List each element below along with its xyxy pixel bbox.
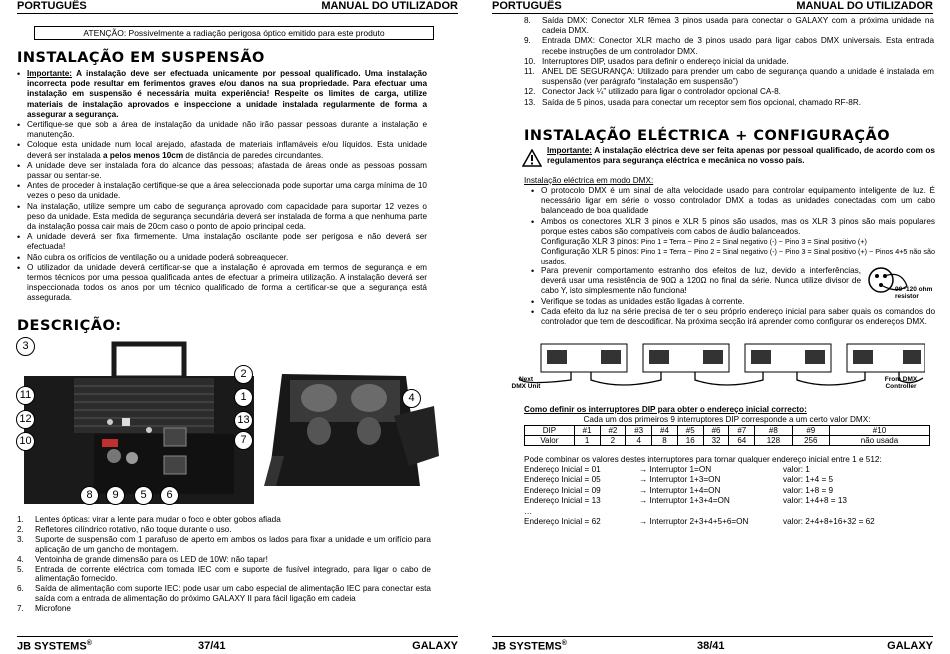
description-item: 5. Entrada de corrente eléctrica com tomada IEC com e suporte de fusível integrado, para ligar o cabo de alimentação fornecido. (17, 564, 431, 584)
page-header (492, 1, 933, 14)
example-addr: … (524, 506, 533, 516)
dip-heading: Como definir os interruptores DIP para obter o endereço inicial correcto: (524, 405, 807, 414)
dip-switch-block (102, 439, 118, 447)
dip-table-cell: DIP (525, 426, 575, 436)
power-out-socket (164, 456, 186, 474)
example-sw: → Interruptor 1+4=ON (639, 485, 721, 495)
example-val: valor: 1+4 = 5 (783, 475, 834, 485)
example-val: valor: 1+8 = 9 (783, 485, 834, 495)
dip-value-table (524, 425, 930, 446)
install-bullet: • O utilizador da unidade deverá certificar-se que a instalação é aprovada em termos de segurança e em termos técnicos por uma pessoa qualificada antes de efectuar a primeira utilização. A instalação deverá ser inspeccionada todos os anos por um técnico qualificado de forma a certificar-se que a segurança está assegurada. (17, 263, 427, 304)
dip-table-row (525, 426, 930, 436)
dip-table-cell: #3 (626, 426, 652, 436)
example-sw: → Interruptor 1=ON (639, 465, 712, 474)
dip-table-cell: #10 (829, 426, 929, 436)
callout-10: 10 (16, 432, 35, 451)
dmx-list-3 (531, 307, 935, 327)
reflector-left (307, 417, 331, 445)
install-bullet: • Não cubra os orifícios de ventilação ou a unidade poderá sobreaquecer. (17, 253, 427, 263)
callout-6: 6 (160, 486, 179, 505)
xlr5-config: Configuração XLR 5 pinos: Pino 1 = Terra ~ Pino 2 = Sinal negativo (-) ~ Pino 3 = Sinal positivo (+) ~ Pinos 4+5 não são usados. (541, 247, 936, 267)
dip-table-cell: 256 (792, 436, 829, 446)
dmx-in-connector (126, 452, 138, 464)
installation-title: INSTALAÇÃO EM SUSPENSÃO (17, 50, 265, 66)
dmx-chain-illustration (511, 340, 925, 398)
warning-triangle-icon (522, 149, 542, 167)
reflector-right (357, 417, 381, 445)
callout-3: 3 (16, 337, 35, 356)
description-title: DESCRIÇÃO: (17, 318, 122, 334)
dip-table-cell: #8 (755, 426, 792, 436)
footer-brand: JB SYSTEMS® (17, 640, 92, 653)
description-list (17, 515, 431, 614)
callout-4: 4 (402, 389, 421, 408)
callout-1: 1 (234, 388, 253, 407)
callout-9: 9 (106, 486, 125, 505)
installation-list (17, 69, 427, 304)
dmx-list-2 (531, 266, 861, 307)
dip-table-cell: 16 (677, 436, 703, 446)
microphone (146, 427, 152, 433)
header-manual: MANUAL DO UTILIZADOR (796, 0, 933, 12)
dip-table-cell: não usada (829, 436, 929, 446)
footer-page-number: 37/41 (198, 640, 226, 652)
description-item: 3. Suporte de suspensão com 1 parafuso de aperto em ambos os lados para fixar a unidade e um orifício para aplicação de um gancho de montagem. (17, 534, 431, 554)
next-unit-label: Next DMX Unit (511, 376, 541, 390)
suspension-bracket (114, 344, 184, 378)
footer-brand: JB SYSTEMS® (492, 640, 567, 653)
dmx-bullet: • Cada efeito da luz na série precisa de ter o seu próprio endereço inicial para saber quais os comandos do controlador que tem de descodificar. Na próxima secção irá aprender como configurar os endereços DMX. (531, 307, 935, 327)
description-item: 13. Saída de 5 pinos, usada para conectar um receptor sem fios opcional, chamado RF-8R. (524, 97, 862, 107)
description-item: 1. Lentes ópticas: virar a lente para mudar o foco e obter gobos afiada (17, 515, 281, 524)
dip-table-cell: #4 (652, 426, 678, 436)
electrical-title: INSTALAÇÃO ELÉCTRICA + CONFIGURAÇÃO (524, 128, 891, 144)
optical-lens-left (301, 384, 337, 412)
dmx-heading: Instalação eléctrica em modo DMX: (524, 176, 654, 185)
description-item: 8. Saída DMX: Conector XLR fêmea 3 pinos usada para conectar o GALAXY com a próxima unidade na cadeia DMX. (524, 16, 934, 36)
example-addr: Endereço Inicial = 09 (524, 485, 601, 495)
callout-2: 2 (234, 365, 253, 384)
dip-table-cell: 2 (600, 436, 626, 446)
dmx-chain-diagram (511, 340, 925, 398)
dip-table-cell: #1 (574, 426, 600, 436)
product-images (14, 336, 454, 512)
example-val: valor: 2+4+8+16+32 = 62 (783, 517, 875, 526)
page-footer (492, 636, 933, 653)
description-list-continued (524, 16, 934, 108)
dmx-bullet: • Ambos os conectores XLR 3 pinos e XLR 5 pinos são usados, mas os XLR 3 pinos são mais populares porque estes cabos são compatíveis com cabos de áudio balanceados. (531, 217, 935, 237)
header-language: PORTUGUÊS (17, 0, 87, 12)
header-language: PORTUGUÊS (492, 0, 562, 12)
callout-8: 8 (80, 486, 99, 505)
dip-caption: Cada um dos primeiros 9 interruptores DIP corresponde a um certo valor DMX: (583, 415, 871, 424)
description-item: 6. Saída de alimentação com suporte IEC: pode usar um cabo especial de alimentação IEC para conectar esta saída com a entrada de alimentação do próximo GALAXY II para fácil ligação em cadeia (17, 584, 431, 604)
description-item: 12. Conector Jack ¼” utilizado para ligar o controlador opcional CA-8. (524, 87, 781, 97)
example-sw: → Interruptor 2+3+4+5+6=ON (639, 517, 749, 526)
xlr3-config: Configuração XLR 3 pinos: Pino 1 = Terra ~ Pino 2 = Sinal negativo (-) ~ Pino 3 = Sinal positivo (+) (541, 237, 867, 247)
install-bullet: • Certifique-se que sob a área de instalação da unidade não irão passar pessoas durante a instalação e manutenção. (17, 120, 427, 140)
dip-table-cell: #7 (729, 426, 755, 436)
install-bullet: • A unidade deve ser instalada fora do alcance das pessoas; afastada de áreas onde as pessoas possam passar ou sentar-se. (17, 161, 427, 181)
dip-table-cell: 4 (626, 436, 652, 446)
example-addr: Endereço Inicial = 01 (524, 465, 601, 474)
install-bullet: • Antes de proceder à instalação certifique-se que a área seleccionada pode suportar uma carga mínima de 10 vezes o peso da unidade. (17, 181, 427, 201)
footer-page-number: 38/41 (697, 640, 725, 652)
example-addr: Endereço Inicial = 13 (524, 496, 601, 506)
optical-lens-right (351, 384, 387, 412)
example-sw: → Interruptor 1+3+4=ON (639, 496, 730, 506)
description-item: 11. ANEL DE SEGURANÇA: Utilizado para prender um cabo de segurança quando a unidade é instalada em suspensão (ver parágrafo “instalação em suspensão”) (524, 67, 934, 87)
dip-table-cell: 8 (652, 436, 678, 446)
example-addr: Endereço Inicial = 62 (524, 517, 601, 526)
callout-11: 11 (16, 386, 35, 405)
description-item: 4. Ventoinha de grande dimensão para os LED de 10W: não tapar! (17, 554, 268, 564)
dip-table-cell: #5 (677, 426, 703, 436)
callout-12: 12 (16, 410, 35, 429)
description-item: 10. Interruptores DIP, usados para definir o endereço inicial da unidade. (524, 56, 789, 66)
dip-table-cell: Valor (525, 436, 575, 446)
install-bullet: • A unidade deverá ser fixa firmemente. Uma instalação oscilante pode ser perigosa e não deverá ser efectuada! (17, 232, 427, 252)
dip-table-cell: #9 (792, 426, 829, 436)
install-bullet: • Na instalação, utilize sempre um cabo de segurança aprovado com capacidade para suportar 12 vezes o peso da unidade. Esta medida de segurança secundária deverá ser instalada de forma a que nenhuma parte da instalação possa cair mais de 20cm caso o ponto de apoio principal ceda. (17, 202, 427, 233)
dip-table-row (525, 436, 930, 446)
dip-table-cell: 64 (729, 436, 755, 446)
dip-table-cell: 128 (755, 436, 792, 446)
right-page (475, 0, 950, 654)
dip-table-cell: #6 (703, 426, 729, 436)
example-sw: → Interruptor 1+3=ON (639, 475, 721, 485)
dip-table-cell: #2 (600, 426, 626, 436)
dmx-bullet: • O protocolo DMX é um sinal de alta velocidade usado para controlar equipamento inteligente de luz. É necessário ligar em série o vosso controlador DMX a todas as unidades conectadas com um cabo balanceado de boa qualidade (531, 186, 935, 217)
header-manual: MANUAL DO UTILIZADOR (321, 0, 458, 12)
callout-13: 13 (234, 411, 253, 430)
dmx-out-connector (107, 449, 121, 463)
example-val: valor: 1+4+8 = 13 (783, 496, 847, 506)
dip-table-cell: 1 (574, 436, 600, 446)
example-val: valor: 1 (783, 465, 810, 474)
description-item: 2. Refletores cilíndrico rotativo, não toque durante o uso. (17, 524, 232, 534)
radiation-warning: ATENÇÃO: Possivelmente a radiação perigosa óptico emitido para este produto (34, 26, 434, 40)
install-bullet: • Importante: A instalação deve ser efectuada unicamente por pessoal qualificado. Uma instalação incorrecta pode resultar em ferimentos graves e/ou danos na sua propriedade. Para efectuar uma instalação em suspensão é necessária muita experiência! Respeite os limites de carga, utilize materiais de instalação aprovados e inspeccione a unidade instalada regularmente de forma a assegurar a segurança. (17, 69, 427, 120)
footer-model: GALAXY (412, 640, 458, 652)
dmx-bullet: • Verifique se todas as unidades estão ligadas à corrente. (531, 297, 861, 307)
combine-text: Pode combinar os valores destes interruptores para tornar qualquer endereço inicial entre 1 e 512: (524, 455, 882, 464)
example-addr: Endereço Inicial = 05 (524, 475, 601, 485)
dmx-list (531, 186, 935, 268)
resistor-label: 90~120 ohm resistor (895, 286, 933, 300)
page-footer (17, 636, 458, 653)
from-controller-label: From DMX Controller (884, 376, 918, 390)
description-item: 9. Entrada DMX: Conector XLR macho de 3 pinos usado para ligar cabos DMX universais. Esta entrada recebe instruções de um controlador DMX. (524, 36, 934, 56)
callout-5: 5 (134, 486, 153, 505)
description-item: 7. Microfone (17, 604, 71, 614)
power-in-socket (164, 428, 186, 446)
callout-7: 7 (234, 431, 253, 450)
dip-table-cell: 32 (703, 436, 729, 446)
electrical-important: Importante: A instalação eléctrica deve ser feita apenas por pessoal qualificado, de acordo com os regulamentos para segurança eléctrica e mecânica no vosso país. (547, 146, 935, 166)
page-header (17, 1, 458, 14)
install-bullet: • Coloque esta unidade num local arejado, afastada de materiais inflamáveis e/ou líquidos. Esta unidade deverá ser instalada a pelos menos 10cm de distância de paredes circundantes. (17, 140, 427, 160)
dmx-bullet: • Para prevenir comportamento estranho dos efeitos de luz, devido a interferências, deverá usar uma resistência de 90Ω a 120Ω no final da série. Nunca utilize divisor de cabo Y, isto simplesmente não funciona! (531, 266, 861, 297)
footer-model: GALAXY (887, 640, 933, 652)
